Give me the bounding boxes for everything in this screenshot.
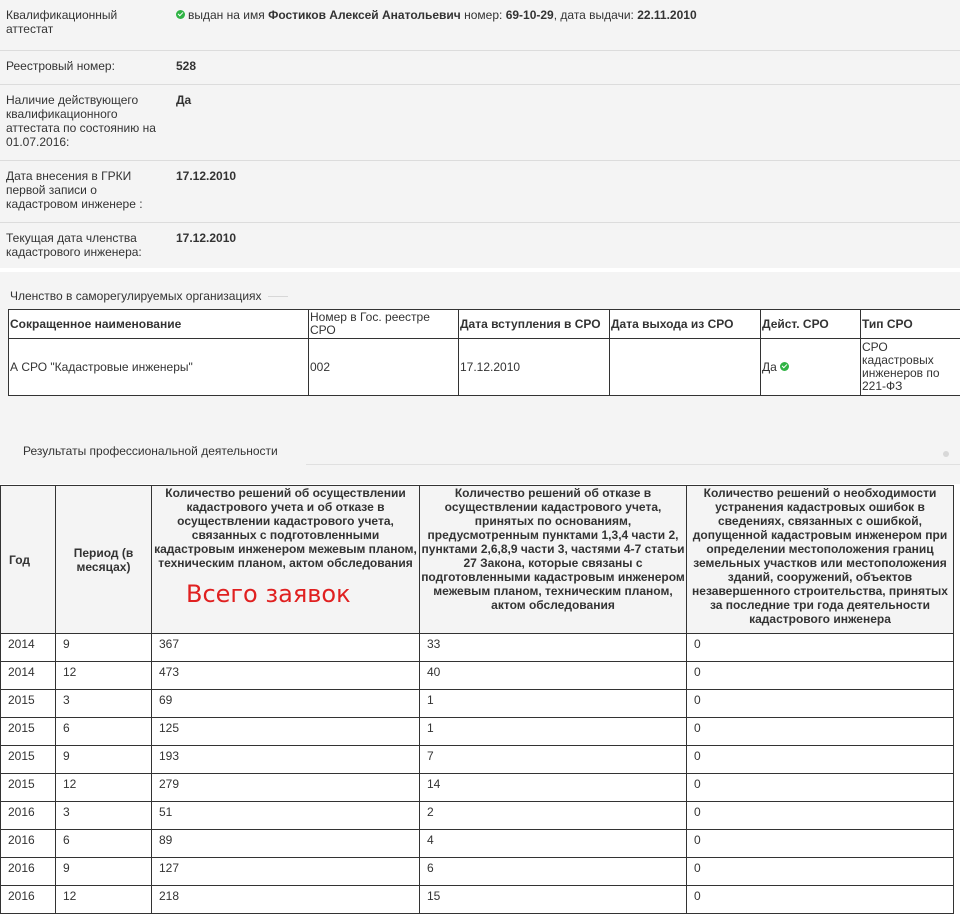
attestat-date: 22.11.2010 bbox=[637, 8, 696, 22]
refusals-cell: 15 bbox=[420, 886, 687, 914]
year-cell: 2016 bbox=[1, 830, 56, 858]
year-cell: 2015 bbox=[1, 690, 56, 718]
decisions-cell: 367 bbox=[152, 634, 420, 662]
sro-name-cell: А СРО "Кадастровые инженеры" bbox=[9, 339, 309, 396]
refusals-cell: 14 bbox=[420, 774, 687, 802]
attestat-date-prefix: , дата выдачи: bbox=[554, 8, 634, 22]
col-header-year: Год bbox=[1, 486, 56, 634]
decisions-cell: 279 bbox=[152, 774, 420, 802]
period-cell: 6 bbox=[56, 830, 152, 858]
col-header-registry-number: Номер в Гос. реестре СРО bbox=[309, 310, 459, 339]
valid-attestat-label: Наличие действующего квалификационного аттестата по состоянию на 01.07.2016: bbox=[6, 93, 161, 149]
refusals-cell: 1 bbox=[420, 690, 687, 718]
membership-header-row bbox=[9, 310, 960, 339]
errors-cell: 0 bbox=[687, 886, 954, 914]
sro-membership-section bbox=[0, 272, 960, 424]
sro-exit-date-cell bbox=[610, 339, 761, 396]
year-cell: 2015 bbox=[1, 718, 56, 746]
col-header-sro-type: Тип СРО bbox=[861, 310, 960, 339]
grki-value: 17.12.2010 bbox=[176, 169, 236, 183]
membership-date-value: 17.12.2010 bbox=[176, 231, 236, 245]
table-row bbox=[1, 830, 954, 858]
errors-cell: 0 bbox=[687, 690, 954, 718]
decisions-cell: 69 bbox=[152, 690, 420, 718]
refusals-cell: 4 bbox=[420, 830, 687, 858]
valid-attestat-value: Да bbox=[176, 93, 191, 107]
sro-type-cell: СРО кадастровых инженеров по 221-ФЗ bbox=[861, 339, 960, 396]
attestat-value bbox=[176, 8, 697, 22]
membership-legend: Членство в саморегулируемых организациях bbox=[10, 289, 262, 303]
membership-date-label: Текущая дата членства кадастрового инженера: bbox=[6, 231, 161, 259]
errors-cell: 0 bbox=[687, 634, 954, 662]
attestat-label: Квалификационный аттестат bbox=[6, 8, 161, 36]
year-cell: 2016 bbox=[1, 858, 56, 886]
period-cell: 9 bbox=[56, 634, 152, 662]
info-row-attestat bbox=[0, 0, 960, 51]
period-cell: 3 bbox=[56, 690, 152, 718]
period-cell: 12 bbox=[56, 774, 152, 802]
results-table-body bbox=[1, 634, 954, 914]
check-circle-icon bbox=[176, 10, 185, 19]
col-header-exit-date: Дата выхода из СРО bbox=[610, 310, 761, 339]
table-row bbox=[1, 718, 954, 746]
sro-active-cell bbox=[761, 339, 861, 396]
corner-dot-icon bbox=[943, 451, 949, 457]
results-header-row bbox=[1, 486, 954, 634]
refusals-cell: 40 bbox=[420, 662, 687, 690]
year-cell: 2014 bbox=[1, 634, 56, 662]
professional-results-section bbox=[0, 424, 960, 892]
errors-cell: 0 bbox=[687, 774, 954, 802]
table-row bbox=[9, 339, 960, 396]
sro-number-cell: 002 bbox=[309, 339, 459, 396]
table-row bbox=[1, 662, 954, 690]
results-table bbox=[0, 485, 954, 914]
errors-cell: 0 bbox=[687, 830, 954, 858]
errors-cell: 0 bbox=[687, 718, 954, 746]
decisions-cell: 127 bbox=[152, 858, 420, 886]
info-row-membership-date bbox=[0, 223, 960, 267]
refusals-cell: 1 bbox=[420, 718, 687, 746]
grki-label: Дата внесения в ГРКИ первой записи о кадастровом инженере : bbox=[6, 169, 161, 211]
info-row-grki bbox=[0, 161, 960, 223]
check-circle-icon bbox=[780, 362, 789, 371]
period-cell: 12 bbox=[56, 886, 152, 914]
table-row bbox=[1, 802, 954, 830]
year-cell: 2014 bbox=[1, 662, 56, 690]
col-header-errors: Количество решений о необходимости устранения кадастровых ошибок в сведениях, связанных с ошибкой, допущенной кадастровым инженером при определении местоположения границ земельных участков или местоположения зданий, сооружений, объектов незавершенного строительства, принятых за последние три года деятельности кадастрового инженера bbox=[687, 486, 954, 634]
period-cell: 9 bbox=[56, 858, 152, 886]
engineer-info-panel bbox=[0, 0, 960, 268]
year-cell: 2016 bbox=[1, 886, 56, 914]
table-row bbox=[1, 634, 954, 662]
attestat-number: 69-10-29 bbox=[506, 8, 554, 22]
attestat-issued-prefix: выдан на имя bbox=[188, 8, 265, 22]
results-legend-area bbox=[0, 424, 960, 484]
attestat-number-prefix: номер: bbox=[464, 8, 502, 22]
sro-join-date-cell: 17.12.2010 bbox=[459, 339, 610, 396]
decisions-cell: 125 bbox=[152, 718, 420, 746]
membership-table bbox=[8, 309, 960, 396]
table-row bbox=[1, 774, 954, 802]
attestat-name: Фостиков Алексей Анатольевич bbox=[268, 8, 461, 22]
col-header-decisions bbox=[152, 486, 420, 634]
year-cell: 2015 bbox=[1, 746, 56, 774]
legend-line bbox=[306, 464, 960, 465]
decisions-cell: 89 bbox=[152, 830, 420, 858]
registry-value: 528 bbox=[176, 59, 196, 73]
refusals-cell: 7 bbox=[420, 746, 687, 774]
refusals-cell: 33 bbox=[420, 634, 687, 662]
legend-line bbox=[268, 296, 288, 297]
errors-cell: 0 bbox=[687, 802, 954, 830]
registry-label: Реестровый номер: bbox=[6, 59, 161, 73]
table-row bbox=[1, 746, 954, 774]
info-row-registry bbox=[0, 51, 960, 85]
table-row bbox=[1, 886, 954, 914]
decisions-cell: 218 bbox=[152, 886, 420, 914]
col-header-period: Период (в месяцах) bbox=[56, 486, 152, 634]
total-requests-annotation: Всего заявок bbox=[186, 587, 351, 601]
col-header-short-name: Сокращенное наименование bbox=[9, 310, 309, 339]
period-cell: 3 bbox=[56, 802, 152, 830]
decisions-cell: 51 bbox=[152, 802, 420, 830]
decisions-cell: 193 bbox=[152, 746, 420, 774]
col-header-refusals: Количество решений об отказе в осуществлении кадастрового учета, принятых по основаниям, предусмотренным пунктами 1,3,4 части 2, пунктами 2,6,8,9 части 3, частями 4-7 статьи 27 Закона, которые связаны с подготовленными кадастровым инженером межевым планом, техническим планом, актом обследования bbox=[420, 486, 687, 634]
col-header-join-date: Дата вступления в СРО bbox=[459, 310, 610, 339]
col-header-active: Дейст. СРО bbox=[761, 310, 861, 339]
period-cell: 12 bbox=[56, 662, 152, 690]
table-row bbox=[1, 690, 954, 718]
results-legend: Результаты профессиональной деятельности bbox=[23, 444, 278, 458]
year-cell: 2015 bbox=[1, 774, 56, 802]
info-row-valid-attestat bbox=[0, 85, 960, 161]
refusals-cell: 6 bbox=[420, 858, 687, 886]
period-cell: 6 bbox=[56, 718, 152, 746]
col-header-decisions-text: Количество решений об осуществлении кадастрового учета и об отказе в осуществлении кадастрового учета, связанных с подготовленными кадастровым инженером межевым планом, техническим планом, актом обследования bbox=[153, 486, 418, 570]
sro-active-value: Да bbox=[762, 360, 777, 374]
errors-cell: 0 bbox=[687, 662, 954, 690]
table-row bbox=[1, 858, 954, 886]
errors-cell: 0 bbox=[687, 858, 954, 886]
refusals-cell: 2 bbox=[420, 802, 687, 830]
decisions-cell: 473 bbox=[152, 662, 420, 690]
year-cell: 2016 bbox=[1, 802, 56, 830]
period-cell: 9 bbox=[56, 746, 152, 774]
errors-cell: 0 bbox=[687, 746, 954, 774]
